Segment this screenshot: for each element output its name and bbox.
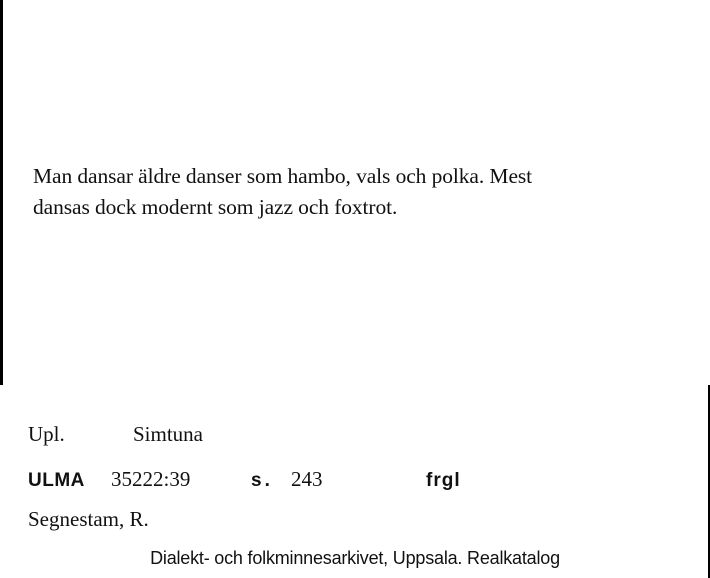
page-prefix: s. — [251, 470, 273, 491]
body-line-1: Man dansar äldre danser som hambo, vals och polka. Mest — [33, 164, 533, 188]
card-body-text — [33, 161, 683, 223]
collector-name: Segnestam, R. — [28, 507, 149, 531]
archive-code: ULMA — [28, 470, 85, 491]
province-label: Upl. — [28, 422, 65, 446]
category-code: frgl — [426, 470, 461, 491]
page-number: 243 — [291, 467, 323, 491]
card-left-edge — [0, 0, 3, 385]
parish-label: Simtuna — [133, 422, 204, 446]
archive-number: 35222:39 — [111, 467, 191, 491]
archive-footer: Dialekt- och folkminnesarkivet, Uppsala. Realkatalog — [150, 548, 560, 568]
body-line-2: dansas dock modernt som jazz och foxtrot. — [33, 195, 398, 219]
